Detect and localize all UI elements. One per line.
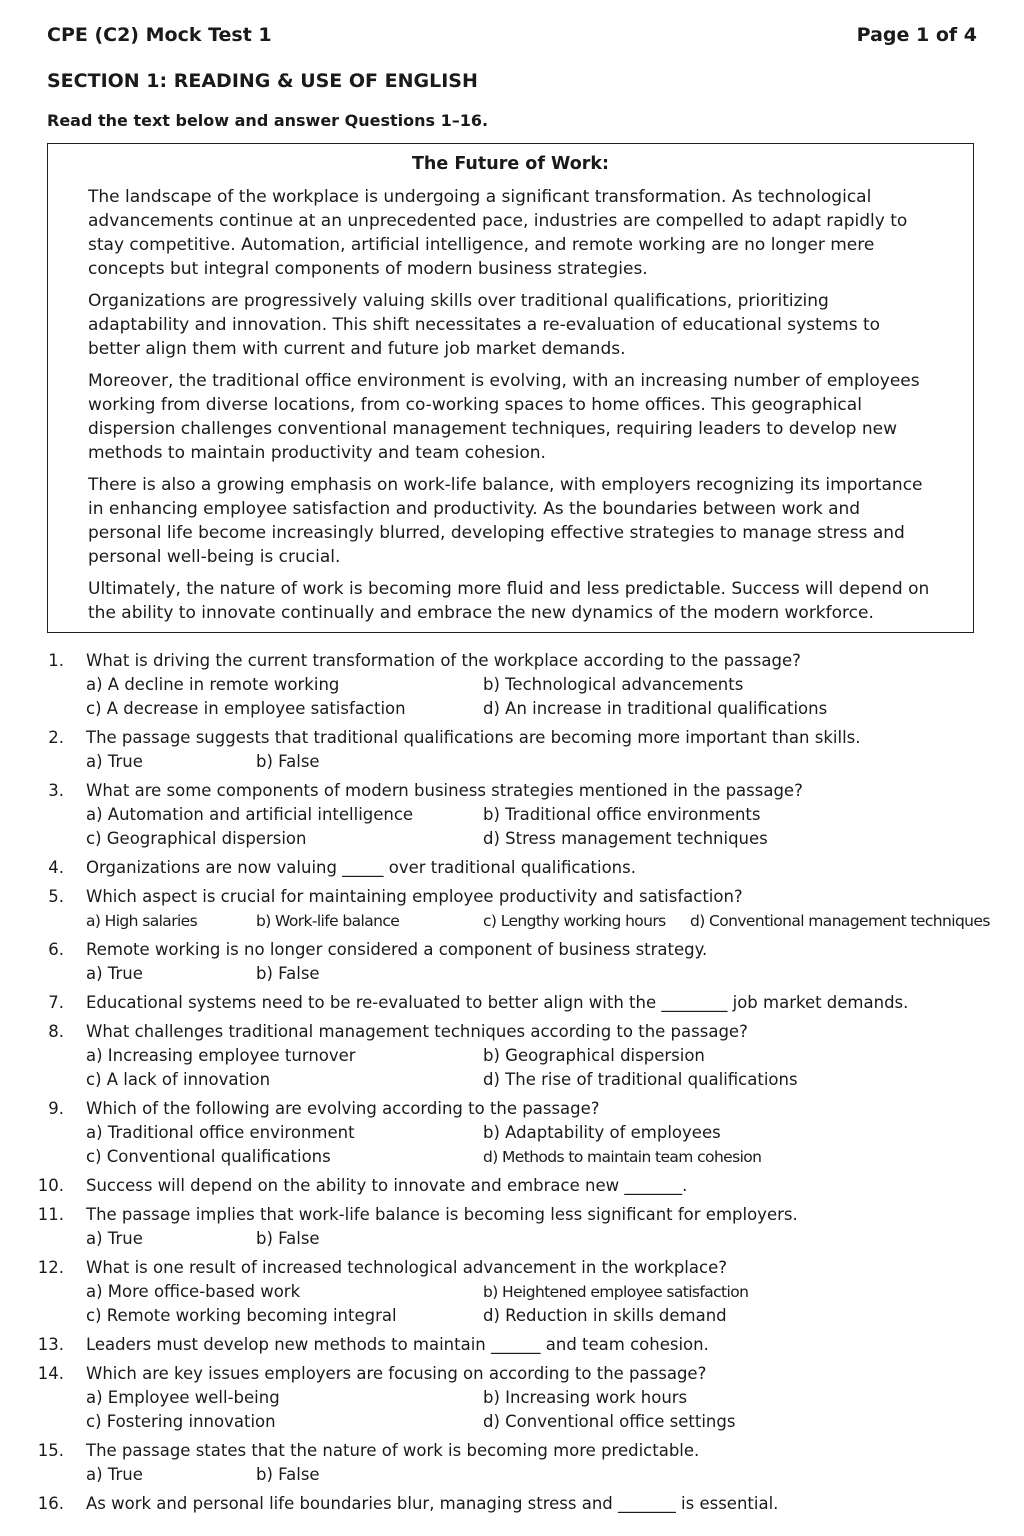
test-title: CPE (C2) Mock Test 1 xyxy=(47,24,272,46)
answer-option: c) Lengthy working hours xyxy=(483,912,666,930)
question-item xyxy=(0,1332,1024,1357)
question-number: 9. xyxy=(48,1099,64,1118)
question-number: 12. xyxy=(37,1258,64,1277)
answer-option: a) Traditional office environment xyxy=(86,1123,355,1142)
answer-option: c) Geographical dispersion xyxy=(86,829,307,848)
question-number: 16. xyxy=(37,1494,64,1513)
answer-option: c) Conventional qualifications xyxy=(86,1147,331,1166)
answer-option: a) True xyxy=(86,752,143,771)
answer-option: b) Work-life balance xyxy=(256,912,400,930)
question-number: 8. xyxy=(48,1022,64,1041)
question-item xyxy=(0,1202,1024,1251)
question-item xyxy=(0,778,1024,851)
question-text: What challenges traditional management techniques according to the passage? xyxy=(86,1022,748,1041)
answer-option: b) Traditional office environments xyxy=(483,805,761,824)
passage-box xyxy=(47,143,974,633)
question-item xyxy=(0,1361,1024,1434)
question-item xyxy=(0,884,1024,933)
answer-option: a) Automation and artificial intelligence xyxy=(86,805,414,824)
answer-option: b) Increasing work hours xyxy=(483,1388,688,1407)
question-text: Which aspect is crucial for maintaining employee productivity and satisfaction? xyxy=(86,887,743,906)
answer-option: d) Stress management techniques xyxy=(483,829,768,848)
question-text: Leaders must develop new methods to maintain ______ and team cohesion. xyxy=(86,1335,709,1354)
page-indicator: Page 1 of 4 xyxy=(856,24,977,46)
question-item xyxy=(0,1019,1024,1092)
question-list xyxy=(0,648,1024,1516)
answer-option: d) An increase in traditional qualifications xyxy=(483,699,828,718)
question-text: The passage suggests that traditional qualifications are becoming more important than skills. xyxy=(86,728,861,747)
question-number: 1. xyxy=(48,651,64,670)
passage-paragraph: Ultimately, the nature of work is becoming more fluid and less predictable. Success will depend on the ability to innovate continually and embrace the new dynamics of the modern workforce. xyxy=(88,579,930,623)
answer-option: c) A decrease in employee satisfaction xyxy=(86,699,406,718)
answer-option: b) False xyxy=(256,1229,320,1248)
question-text: Educational systems need to be re-evaluated to better align with the ________ job market demands. xyxy=(86,993,909,1012)
question-text: Which of the following are evolving according to the passage? xyxy=(86,1099,600,1118)
answer-option: d) Methods to maintain team cohesion xyxy=(483,1148,762,1166)
answer-option: a) True xyxy=(86,1465,143,1484)
section-title: SECTION 1: READING & USE OF ENGLISH xyxy=(47,70,478,92)
question-text: Which are key issues employers are focusing on according to the passage? xyxy=(86,1364,707,1383)
answer-option: b) Geographical dispersion xyxy=(483,1046,705,1065)
answer-option: a) True xyxy=(86,1229,143,1248)
answer-option: a) High salaries xyxy=(86,912,198,930)
answer-option: d) Reduction in skills demand xyxy=(483,1306,727,1325)
instruction: Read the text below and answer Questions 1–16. xyxy=(47,111,489,130)
question-text: Success will depend on the ability to innovate and embrace new _______. xyxy=(86,1176,688,1195)
answer-option: b) False xyxy=(256,1465,320,1484)
passage-title: The Future of Work: xyxy=(411,154,609,174)
question-item xyxy=(0,1438,1024,1487)
answer-option: b) Heightened employee satisfaction xyxy=(483,1283,749,1301)
question-item xyxy=(0,1173,1024,1198)
answer-option: d) The rise of traditional qualifications xyxy=(483,1070,798,1089)
question-item xyxy=(0,990,1024,1015)
question-item xyxy=(0,725,1024,774)
answer-option: b) False xyxy=(256,752,320,771)
question-text: Organizations are now valuing _____ over traditional qualifications. xyxy=(86,858,636,877)
question-number: 13. xyxy=(37,1335,64,1354)
question-item xyxy=(0,937,1024,986)
answer-option: c) A lack of innovation xyxy=(86,1070,271,1089)
answer-option: d) Conventional management techniques xyxy=(690,912,990,930)
passage-paragraph: Moreover, the traditional office environment is evolving, with an increasing number of employees working from diverse locations, from co-working spaces to home offices. This geographical dispersion challenges conventional management techniques, requiring leaders to develop new methods to maintain productivity and team cohesion. xyxy=(88,371,920,463)
passage-paragraph: The landscape of the workplace is undergoing a significant transformation. As technological advancements continue at an unprecedented pace, industries are compelled to adapt rapidly to stay competitive. Automation, artificial intelligence, and remote working are no longer mere concepts but integral components of modern business strategies. xyxy=(88,187,908,279)
question-text: Remote working is no longer considered a component of business strategy. xyxy=(86,940,708,959)
answer-option: b) Technological advancements xyxy=(483,675,744,694)
question-text: What are some components of modern business strategies mentioned in the passage? xyxy=(86,781,803,800)
answer-option: a) A decline in remote working xyxy=(86,675,340,694)
passage-paragraph: Organizations are progressively valuing skills over traditional qualifications, prioritizing adaptability and innovation. This shift necessitates a re-evaluation of educational systems to better align them with current and future job market demands. xyxy=(88,291,881,359)
question-item xyxy=(0,1491,1024,1516)
question-number: 4. xyxy=(48,858,64,877)
answer-option: d) Conventional office settings xyxy=(483,1412,736,1431)
answer-option: a) Employee well-being xyxy=(86,1388,280,1407)
question-item xyxy=(0,648,1024,721)
question-item xyxy=(0,855,1024,880)
question-number: 5. xyxy=(48,887,64,906)
question-item xyxy=(0,1255,1024,1328)
question-text: What is one result of increased technological advancement in the workplace? xyxy=(86,1258,727,1277)
question-text: The passage implies that work-life balance is becoming less significant for employers. xyxy=(86,1205,798,1224)
answer-option: b) Adaptability of employees xyxy=(483,1123,721,1142)
question-text: As work and personal life boundaries blur, managing stress and _______ is essential. xyxy=(86,1494,779,1513)
question-number: 15. xyxy=(37,1441,64,1460)
passage-paragraph: There is also a growing emphasis on work-life balance, with employers recognizing its importance in enhancing employee satisfaction and productivity. As the boundaries between work and personal life become increasingly blurred, developing effective strategies to manage stress and personal well-being is crucial. xyxy=(88,475,923,567)
question-number: 6. xyxy=(48,940,64,959)
question-number: 14. xyxy=(37,1364,64,1383)
answer-option: c) Fostering innovation xyxy=(86,1412,276,1431)
answer-option: a) True xyxy=(86,964,143,983)
answer-option: a) More office-based work xyxy=(86,1282,301,1301)
question-number: 11. xyxy=(37,1205,64,1224)
answer-option: c) Remote working becoming integral xyxy=(86,1306,397,1325)
question-text: The passage states that the nature of work is becoming more predictable. xyxy=(86,1441,700,1460)
answer-option: a) Increasing employee turnover xyxy=(86,1046,356,1065)
answer-option: b) False xyxy=(256,964,320,983)
question-item xyxy=(0,1096,1024,1169)
question-number: 3. xyxy=(48,781,64,800)
question-number: 7. xyxy=(48,993,64,1012)
question-number: 10. xyxy=(37,1176,64,1195)
question-number: 2. xyxy=(48,728,64,747)
question-text: What is driving the current transformation of the workplace according to the passage? xyxy=(86,651,801,670)
